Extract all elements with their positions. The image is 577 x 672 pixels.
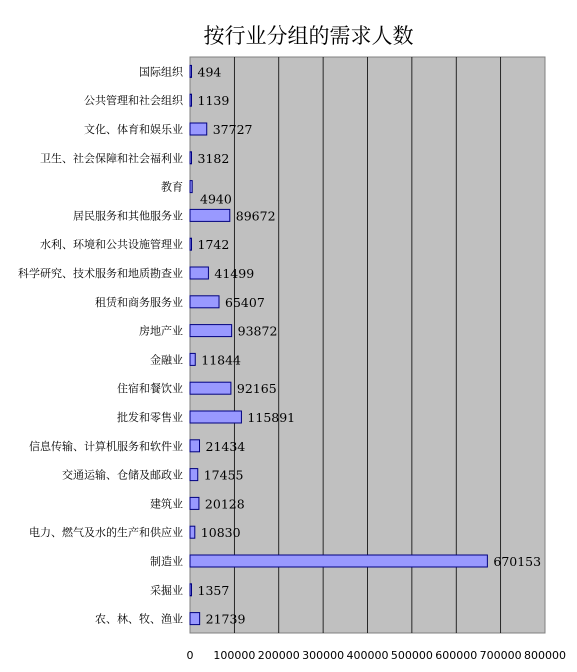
- x-axis-ticks: [187, 649, 567, 662]
- data-label: 1139: [197, 93, 230, 109]
- bar: [190, 353, 195, 365]
- data-label: 494: [197, 64, 222, 80]
- bar: [190, 181, 192, 193]
- category-label: 房地产业: [139, 324, 183, 338]
- category-label: 建筑业: [150, 497, 183, 511]
- data-label: 65407: [225, 294, 265, 310]
- data-label: 89672: [235, 208, 276, 224]
- data-label: 41499: [214, 266, 255, 281]
- data-label: 20128: [204, 496, 245, 512]
- category-label: 国际组织: [139, 65, 183, 79]
- data-label: 92165: [236, 381, 277, 397]
- bar: [190, 65, 192, 77]
- data-label: 93872: [237, 323, 278, 339]
- category-label: 制造业: [150, 555, 183, 568]
- bar: [190, 209, 230, 221]
- x-tick-label: 600000: [435, 649, 478, 662]
- category-label: 卫生、社会保障和社会福利业: [40, 151, 183, 165]
- bar: [190, 94, 192, 106]
- bar: [190, 152, 192, 164]
- category-label: 住宿和餐饮业: [117, 382, 183, 396]
- category-label: 农、林、牧、渔业: [95, 612, 183, 626]
- category-label: 金融业: [150, 353, 183, 367]
- chart-title: 按行业分组的需求人数: [203, 24, 414, 48]
- category-label: 批发和零售业: [117, 411, 183, 424]
- bar: [190, 469, 198, 481]
- bar: [190, 613, 200, 625]
- bar: [190, 296, 219, 308]
- data-label: 1357: [197, 582, 230, 598]
- bar: [190, 411, 241, 423]
- data-label: 4940: [200, 191, 232, 207]
- bar: [190, 382, 231, 394]
- category-labels: [18, 65, 184, 625]
- x-tick-label: 700000: [479, 649, 522, 662]
- x-tick-label: 0: [186, 649, 194, 662]
- category-label: 信息传输、计算机服务和软件业: [29, 439, 183, 453]
- data-label: 37727: [212, 122, 253, 137]
- bar: [190, 584, 192, 596]
- category-label: 租赁和商务服务业: [95, 295, 183, 309]
- category-label: 采掘业: [150, 583, 183, 597]
- data-label: 21434: [205, 438, 246, 454]
- bar: [190, 497, 199, 509]
- data-label: 1742: [197, 237, 230, 253]
- x-tick-label: 100000: [213, 649, 256, 662]
- bar: [190, 440, 200, 452]
- x-tick-label: 300000: [302, 649, 345, 662]
- bar: [190, 267, 208, 279]
- bar: [190, 238, 192, 250]
- category-label: 交通运输、仓储及邮政业: [62, 468, 183, 482]
- bar: [190, 123, 207, 135]
- category-label: 公共管理和社会组织: [84, 94, 183, 108]
- x-tick-label: 400000: [346, 649, 389, 662]
- bar: [190, 325, 232, 337]
- category-label: 居民服务和其他服务业: [73, 209, 183, 223]
- bar: [190, 555, 487, 567]
- bar: [190, 526, 195, 538]
- x-tick-label: 200000: [257, 649, 300, 662]
- data-label: 17455: [203, 467, 244, 483]
- data-label: 21739: [205, 611, 246, 627]
- data-label: 670153: [493, 554, 542, 569]
- category-label: 教育: [161, 180, 183, 194]
- data-label: 3182: [197, 150, 230, 166]
- data-label: 11844: [201, 352, 242, 368]
- category-label: 文化、体育和娱乐业: [84, 123, 183, 136]
- category-label: 科学研究、技术服务和地质勘查业: [18, 267, 183, 280]
- category-label: 水利、环境和公共设施管理业: [40, 238, 183, 252]
- x-tick-label: 800000: [524, 649, 566, 662]
- category-label: 电力、燃气及水的生产和供应业: [29, 526, 183, 540]
- data-label: 10830: [200, 525, 241, 541]
- data-label: 115891: [247, 410, 296, 425]
- x-tick-label: 500000: [390, 649, 433, 662]
